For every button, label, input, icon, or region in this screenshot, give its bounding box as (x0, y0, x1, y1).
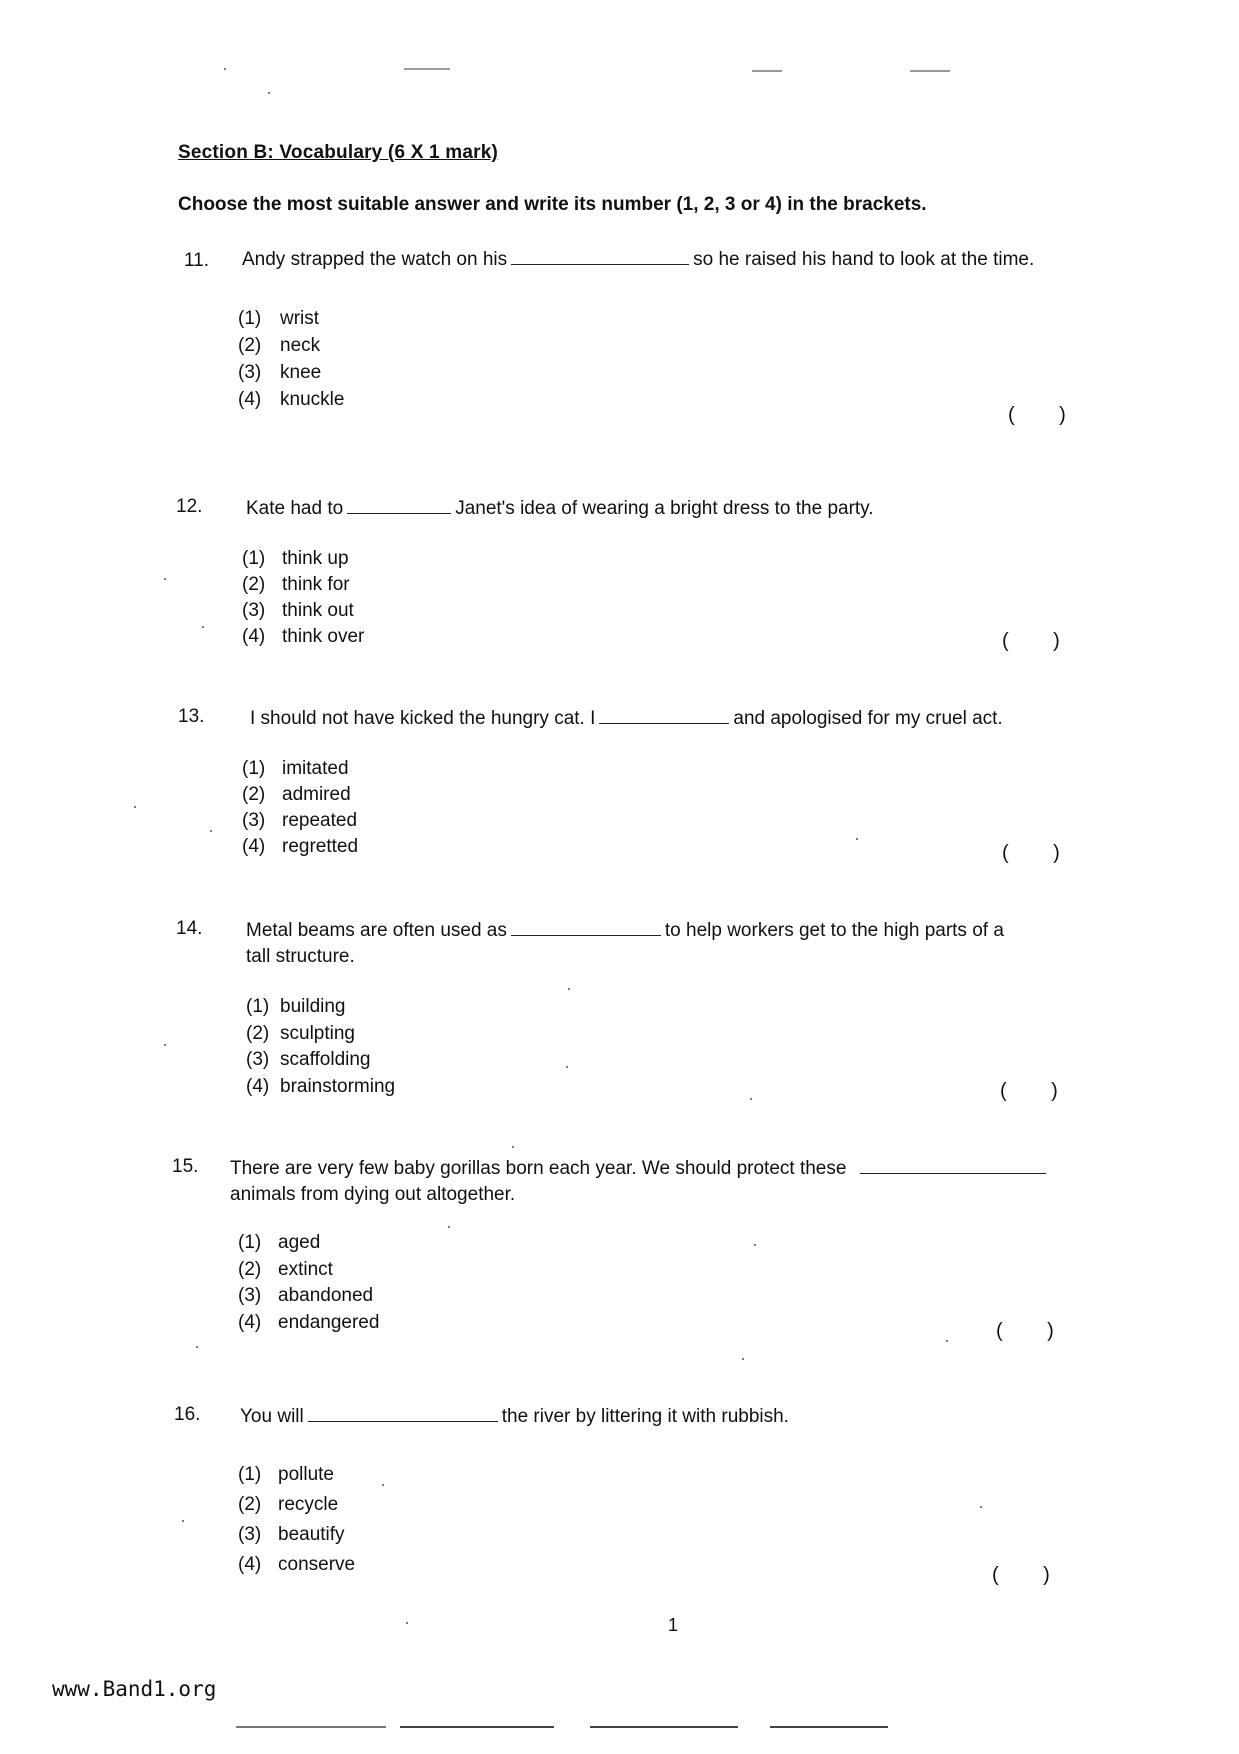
scan-mark (752, 70, 782, 72)
option: (4) conserve (238, 1554, 356, 1575)
question-text-after: so he raised his hand to look at the time. (693, 249, 1035, 270)
question-text-after: and apologised for my cruel act. (733, 708, 1003, 729)
options-list (238, 1230, 379, 1336)
answer-blank (511, 919, 661, 936)
options-list (238, 305, 344, 413)
scan-speck (946, 1340, 948, 1342)
option: (2) admired (242, 784, 351, 805)
question-number: 14. (176, 918, 203, 939)
option: (3) knee (238, 362, 322, 383)
scan-mark (404, 68, 450, 70)
answer-brackets[interactable]: ( ) (1000, 1080, 1058, 1102)
option: (1) imitated (242, 758, 349, 779)
question-text-before: Andy strapped the watch on his (242, 249, 508, 270)
scan-speck (406, 1622, 408, 1624)
options-list (246, 994, 395, 1100)
answer-blank (599, 707, 729, 724)
answer-blank (860, 1157, 1046, 1174)
answer-brackets[interactable]: ( ) (992, 1564, 1050, 1586)
option: (1) building (246, 996, 346, 1017)
scan-speck (512, 1146, 514, 1148)
question-text-before: Metal beams are often used as (246, 920, 507, 941)
scan-mark (590, 1726, 738, 1728)
scan-speck (754, 1244, 756, 1246)
answer-brackets[interactable]: ( ) (1002, 630, 1060, 652)
option: (1) wrist (238, 308, 320, 329)
scan-speck (566, 1066, 568, 1068)
scan-mark (400, 1726, 554, 1728)
answer-blank (511, 248, 689, 265)
option: (2) extinct (238, 1258, 333, 1280)
scan-mark (236, 1726, 386, 1728)
answer-blank (308, 1405, 498, 1422)
answer-blank (347, 497, 451, 514)
answer-brackets[interactable]: ( ) (1002, 842, 1060, 864)
option: (2) think for (242, 574, 350, 595)
question-text (242, 247, 1034, 273)
option: (4) endangered (238, 1311, 380, 1333)
option: (3) scaffolding (246, 1049, 371, 1070)
question-text (230, 1156, 1050, 1208)
scan-speck (134, 806, 136, 808)
scan-speck (224, 68, 226, 70)
question-number: 15. (172, 1156, 199, 1177)
scan-speck (164, 578, 166, 580)
option: (4) think over (242, 626, 365, 647)
option: (4) brainstorming (246, 1075, 396, 1097)
option: (3) beautify (238, 1524, 345, 1545)
question-text-before: There are very few baby gorillas born each year. We should protect these (230, 1158, 847, 1179)
scan-speck (202, 626, 204, 628)
scan-speck (210, 830, 212, 832)
section-title: Section B: Vocabulary (6 X 1 mark) (178, 142, 499, 163)
footer-website-link[interactable]: www.Band1.org (52, 1677, 217, 1701)
scan-speck (568, 988, 570, 990)
option: (1) think up (242, 548, 349, 569)
question-text-after: to help workers get to the high parts of a (664, 920, 1004, 941)
scan-speck (182, 1520, 184, 1522)
question-text-before: You will (240, 1406, 304, 1427)
scan-mark (770, 1726, 888, 1728)
question-text (246, 496, 874, 522)
option: (4) regretted (242, 836, 359, 857)
question-number: 12. (176, 496, 203, 517)
question-text (250, 706, 1003, 732)
question-text-after: the river by littering it with rubbish. (501, 1406, 789, 1427)
question-number: 16. (174, 1404, 201, 1425)
scan-speck (448, 1226, 450, 1228)
question-text-before: Kate had to (246, 498, 344, 519)
option: (3) abandoned (238, 1285, 374, 1306)
scan-speck (268, 92, 270, 94)
question-text-after: Janet's idea of wearing a bright dress to the party. (455, 498, 874, 519)
scan-mark (910, 70, 950, 72)
option: (3) repeated (242, 810, 358, 831)
option: (2) recycle (238, 1494, 339, 1515)
instructions: Choose the most suitable answer and write its number (1, 2, 3 or 4) in the brackets. (178, 194, 927, 215)
question-number: 13. (178, 706, 205, 727)
option: (4) knuckle (238, 389, 345, 410)
answer-brackets[interactable]: ( ) (1008, 404, 1066, 426)
scan-speck (980, 1506, 982, 1508)
options-list (238, 1460, 355, 1580)
scan-speck (196, 1346, 198, 1348)
answer-brackets[interactable]: ( ) (996, 1320, 1054, 1342)
scan-speck (164, 1044, 166, 1046)
options-list (242, 756, 358, 860)
scan-speck (750, 1098, 752, 1100)
scan-speck (856, 838, 858, 840)
question-text (246, 918, 1004, 970)
scan-speck (742, 1358, 744, 1360)
question-text-line2: tall structure. (246, 946, 355, 967)
option: (1) aged (238, 1232, 321, 1253)
page-number: 1 (668, 1615, 679, 1635)
question-text-before: I should not have kicked the hungry cat. I (250, 708, 596, 729)
question-text (240, 1404, 789, 1430)
question-number: 11. (184, 250, 210, 271)
option: (2) sculpting (246, 1022, 355, 1044)
question-text-line2: animals from dying out altogether. (230, 1184, 516, 1205)
option: (3) think out (242, 600, 354, 621)
option: (2) neck (238, 335, 321, 356)
options-list (242, 546, 364, 650)
option: (1) pollute (238, 1464, 334, 1485)
scan-speck (382, 1484, 384, 1486)
